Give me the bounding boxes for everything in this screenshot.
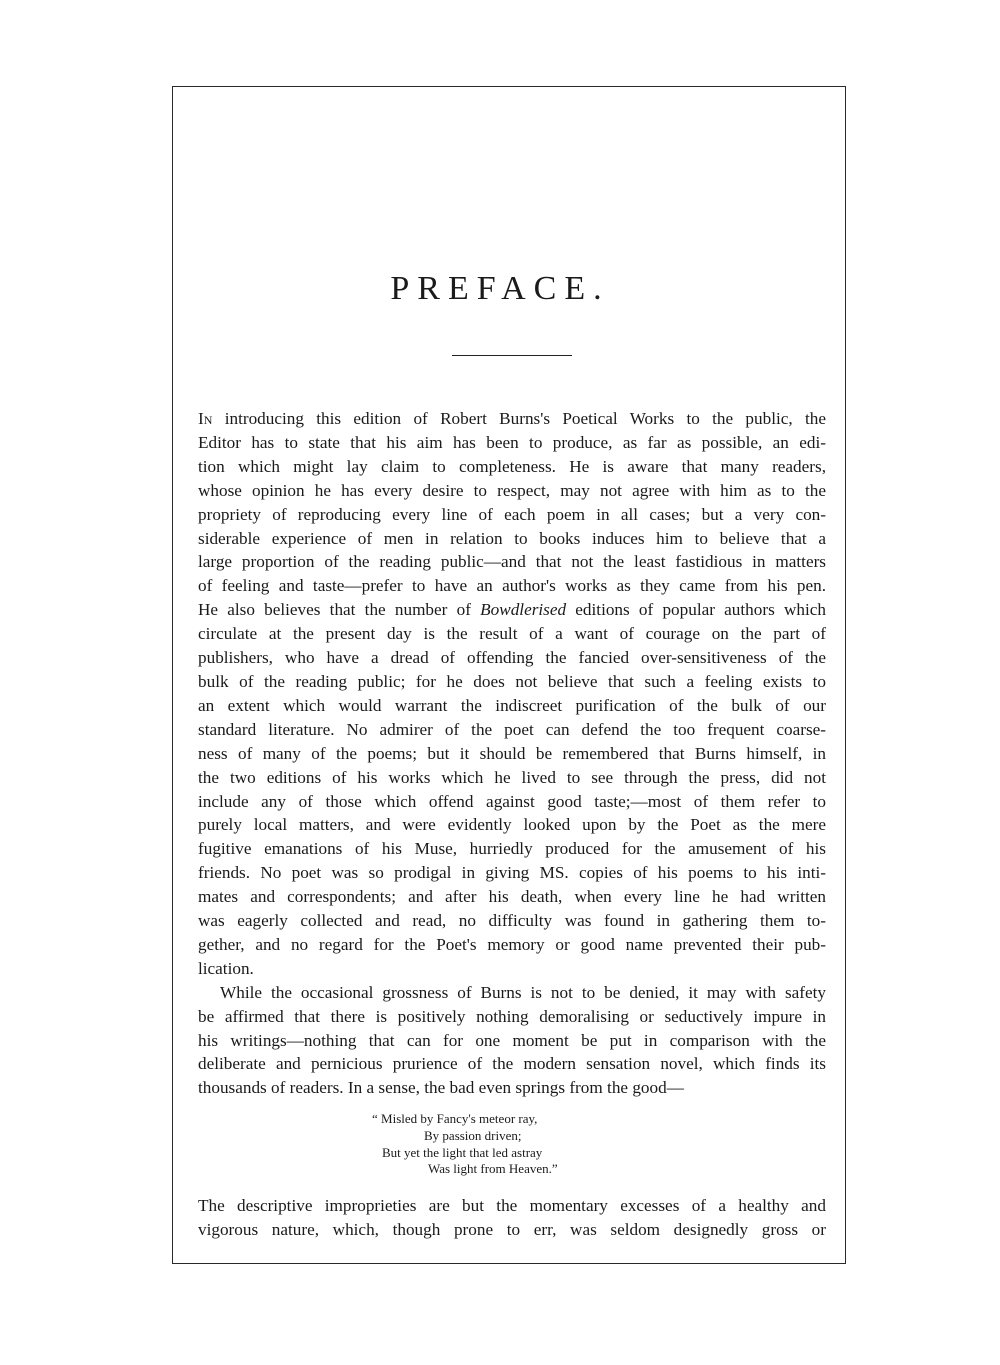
page-title: PREFACE. [390,270,610,307]
text-line: fugitive emanations of his Muse, hurriedly produced for the amusement of his [198,839,826,859]
text-line: of feeling and taste—prefer to have an author's works as they came from his pen. [198,576,826,596]
text-line: friends. No poet was so prodigal in giving MS. copies of his poems to his inti- [198,863,826,883]
poem-quote [372,1111,672,1178]
preface-body [198,407,826,1100]
text-line: the two editions of his works which he lived to see through the press, did not [198,767,826,787]
text-line: lication. [198,958,254,978]
text-line: thousands of readers. In a sense, the bad even springs from the good— [198,1078,684,1098]
text-line: deliberate and pernicious prurience of the modern sensation novel, which finds its [198,1054,826,1074]
text-line: include any of those which offend against good taste;—most of them refer to [198,791,826,811]
text-line: The descriptive improprieties are but the momentary excesses of a healthy and [198,1196,826,1215]
drop-word: In [198,409,213,428]
text-line: circulate at the present day is the result of a want of courage on the part of [198,624,826,644]
text-line: purely local matters, and were evidently looked upon by the Poet as the mere [198,815,826,835]
text-line: In introducing this edition of Robert Burns's Poetical Works to the public, the [198,409,826,428]
text-line: Editor has to state that his aim has been to produce, as far as possible, an edi- [198,432,826,452]
text-line: whose opinion he has every desire to respect, may not agree with him as to the [198,480,826,500]
poem-line: Was light from Heaven.” [428,1161,558,1177]
poem-line: By passion driven; [424,1127,522,1143]
text-line: While the occasional grossness of Burns is not to be denied, it may with safety [220,982,826,1002]
text-line: ness of many of the poems; but it should be remembered that Burns himself, in [198,743,826,763]
text-line: his writings—nothing that can for one moment be put in comparison with the [198,1030,826,1050]
poem-line: But yet the light that led astray [382,1144,543,1160]
text-line: vigorous nature, which, though prone to err, was seldom designedly gross or [198,1220,826,1239]
text-line: large proportion of the reading public—and that not the least fastidious in matters [198,552,826,572]
text-line: was eagerly collected and read, no difficulty was found in gathering them to- [198,911,826,931]
text-line: standard literature. No admirer of the poet can defend the too frequent coarse- [198,719,826,739]
text-line: siderable experience of men in relation to books induces him to believe that a [198,528,826,548]
text-line: tion which might lay claim to completeness. He is aware that many readers, [198,456,826,476]
text-line: mates and correspondents; and after his death, when every line he had written [198,887,826,907]
closing-paragraph [198,1194,826,1242]
italic-term: Bowdlerised [480,600,567,620]
text-line: bulk of the reading public; for he does not believe that such a feeling exists to [198,671,826,691]
text-line: an extent which would warrant the indiscreet purification of the bulk of our [198,695,826,715]
text-line: propriety of reproducing every line of each poem in all cases; but a very con- [198,504,826,524]
text-line: gether, and no regard for the Poet's memory or good name prevented their pub- [198,934,826,954]
poem-line: “ Misled by Fancy's meteor ray, [372,1111,538,1126]
text-line: be affirmed that there is positively nothing demoralising or seductively impure in [198,1006,826,1026]
text-line: publishers, who have a dread of offending the fancied over-sensitiveness of the [198,648,826,668]
title-rule [452,355,572,356]
text-line: He also believes that the number of Bowdlerised editions of popular authors which [198,600,826,620]
